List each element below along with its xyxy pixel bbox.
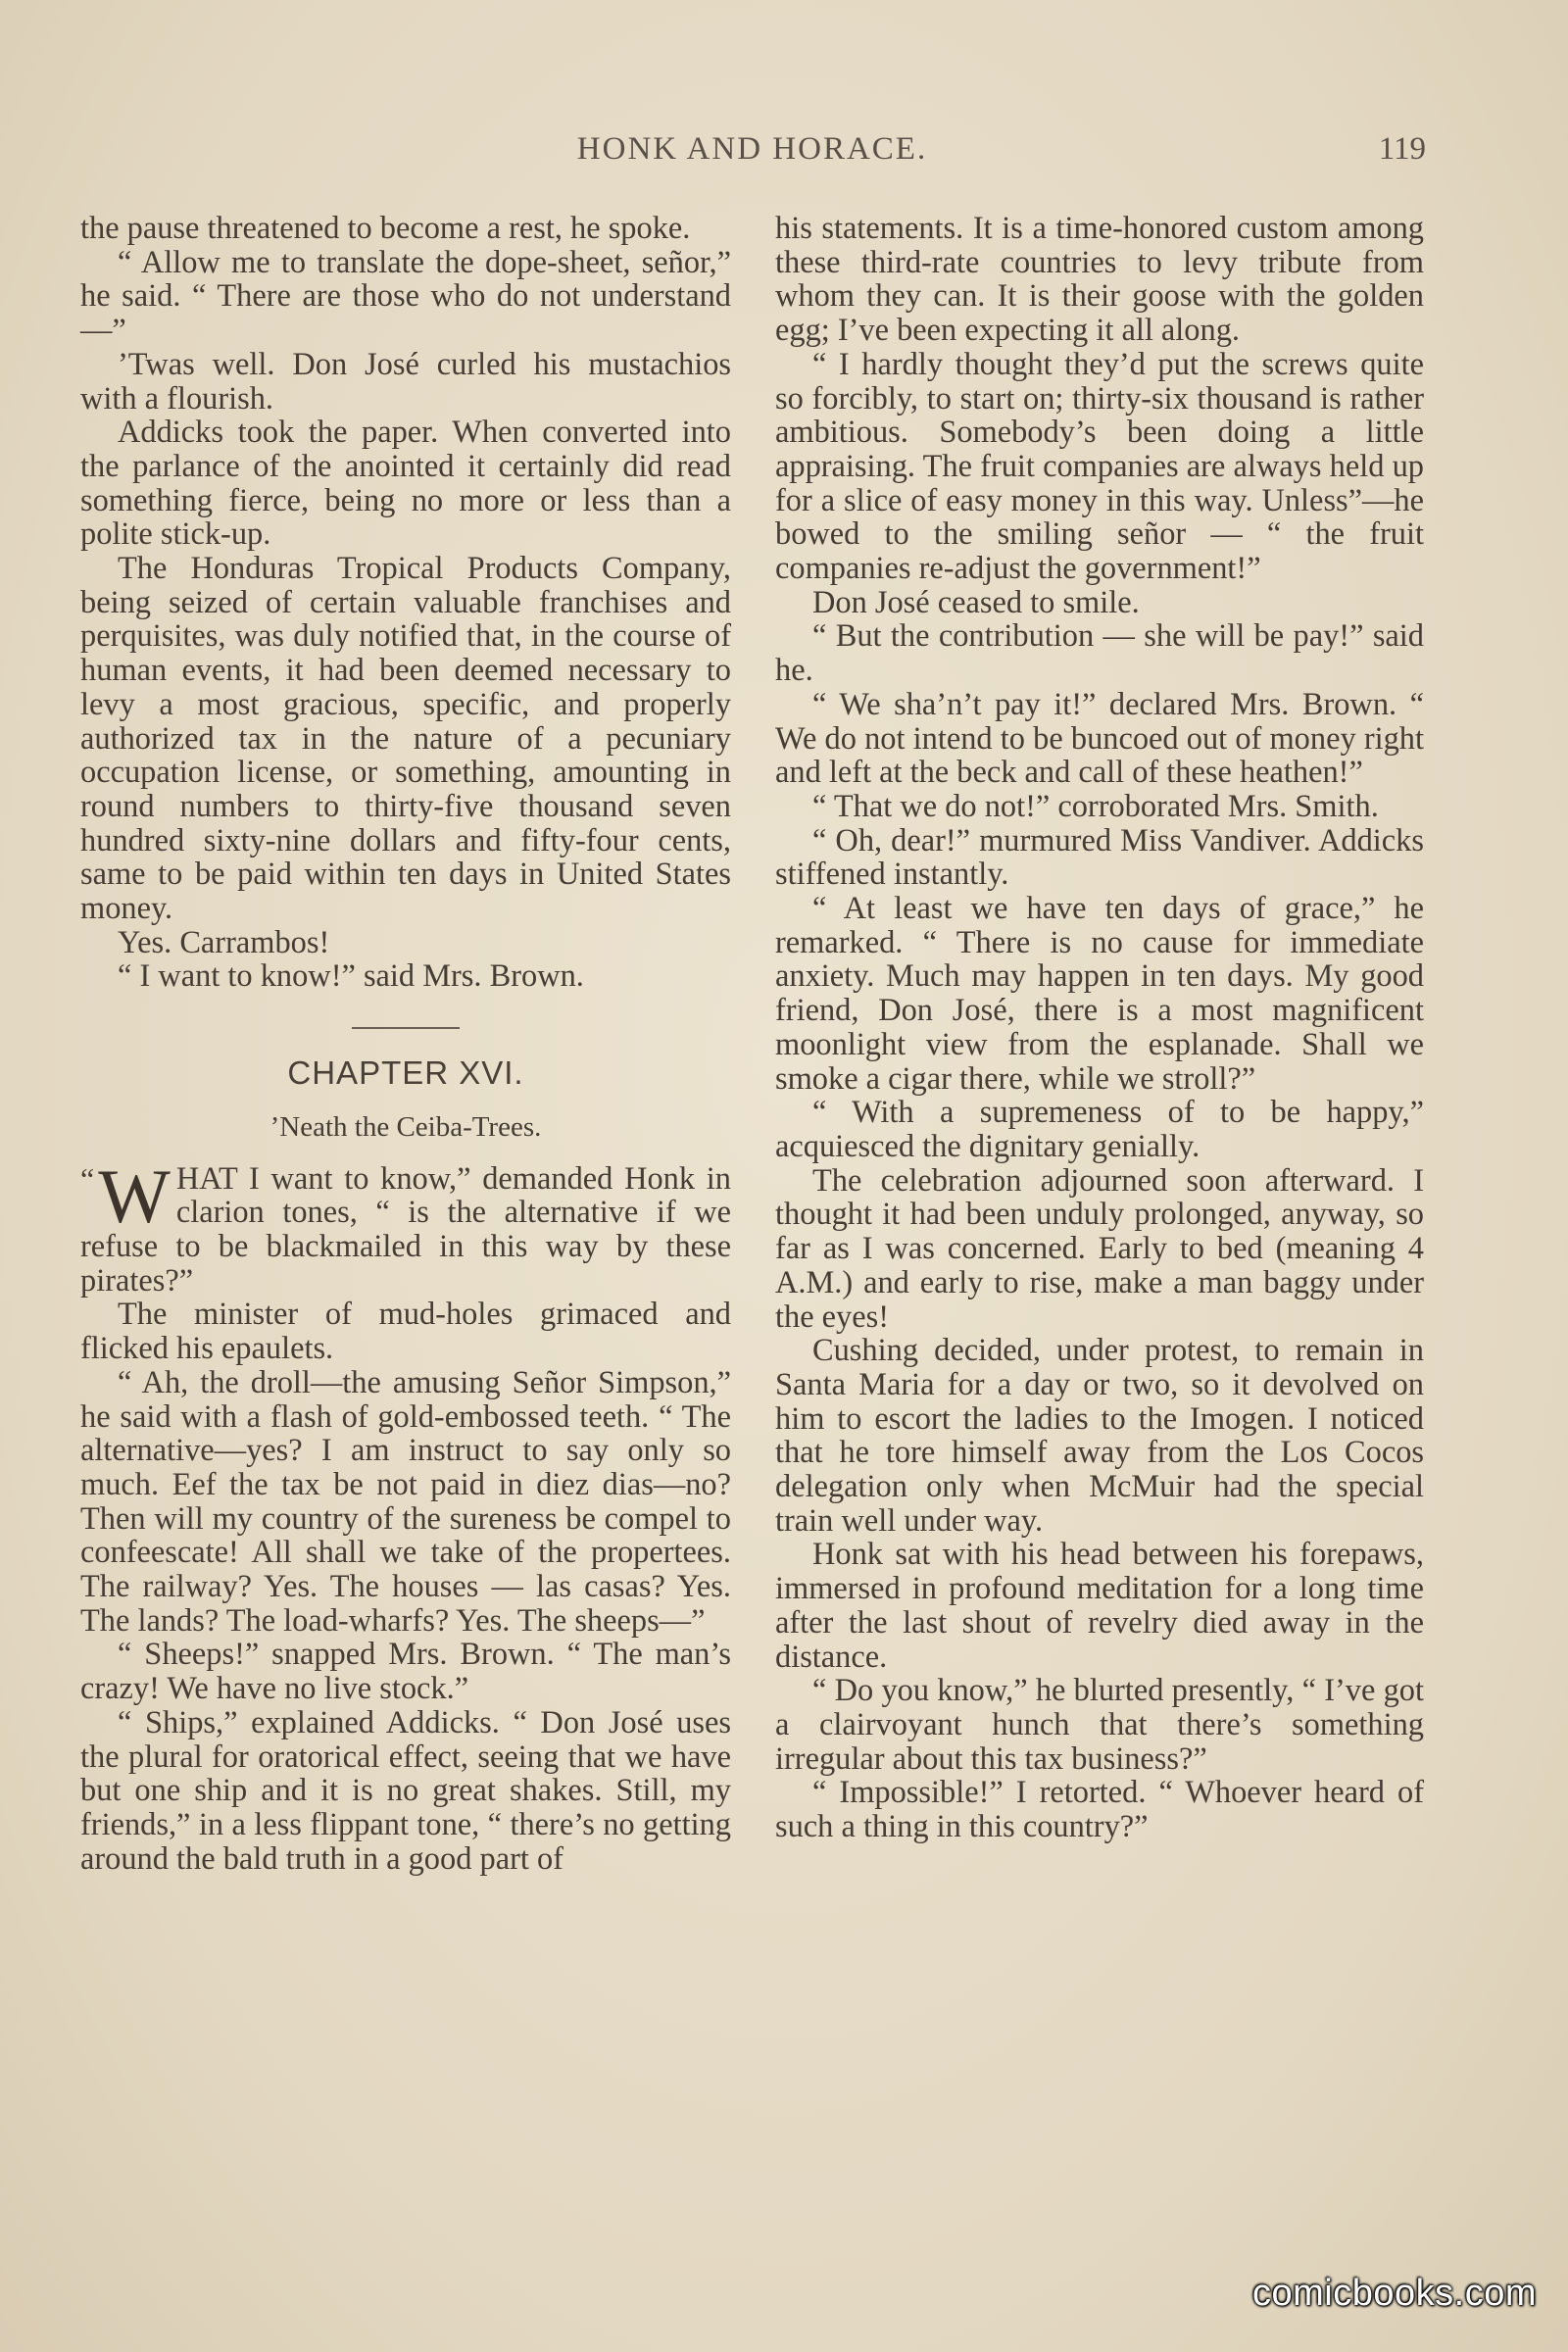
chapter-opening-paragraph bbox=[80, 1152, 731, 1298]
right-column bbox=[775, 212, 1424, 1844]
paragraph: “ Ships,” explained Addicks. “ Don José uses the plural for oratorical effect, seeing that we have but one ship and it is no great shakes. Still, my friends,” in a less flippant tone, “ there’s no getting around the bald truth in a good part of bbox=[80, 1704, 731, 1877]
paragraph: The celebration adjourned soon afterward. I thought it had been unduly prolonged, anyway, so far as I was concerned. Early to bed (meaning 4 A.M.) and early to rise, make a man baggy under the eyes! bbox=[775, 1162, 1424, 1335]
chapter-subtitle: ’Neath the Ceiba-Trees. bbox=[270, 1110, 542, 1143]
site-watermark: comicbooks.com bbox=[1252, 2273, 1537, 2314]
paragraph: The minister of mud-holes grimaced and flicked his epaulets. bbox=[80, 1297, 731, 1367]
page-number: 119 bbox=[1378, 131, 1426, 167]
paragraph: Don José ceased to smile. bbox=[812, 584, 1140, 620]
paragraph: “ Oh, dear!” murmured Miss Vandiver. Addicks stiffened instantly. bbox=[775, 822, 1424, 893]
chapter-heading: CHAPTER XVI. bbox=[287, 1054, 524, 1092]
running-title: HONK AND HORACE. bbox=[576, 131, 928, 167]
paragraph: “ We sha’n’t pay it!” declared Mrs. Brown. “ We do not intend to be buncoed out of money right and left at the beck and call of these heathen!” bbox=[775, 686, 1424, 791]
paragraph: “ I want to know!” said Mrs. Brown. bbox=[118, 958, 584, 995]
paragraph: “ Do you know,” he blurted presently, “ I’ve got a clairvoyant hunch that there’s something irregular about this tax business?” bbox=[775, 1673, 1424, 1777]
paragraph: Addicks took the paper. When converted into the parlance of the anointed it certainly did read something fierce, being no more or less than a polite stick-up. bbox=[80, 415, 731, 553]
paragraph: “ But the contribution — she will be pay!” said he. bbox=[775, 618, 1424, 689]
paragraph: The Honduras Tropical Products Company, being seized of certain valuable franchises and perquisites, was duly notified that, in the course of human events, it had been deemed necessary to levy a most gracious, specific, and properly authorized tax in the nature of a pecuniary occupation license, or something, amounting in round numbers to thirty-five thousand seven hundred sixty-nine dollars and fifty-four cents, same to be paid within ten days in United States money. bbox=[80, 551, 731, 927]
running-head bbox=[78, 131, 1426, 174]
paragraph: his statements. It is a time-honored custom among these third-rate countries to levy tribute from whom they can. It is their goose with the golden egg; I’ve been expecting it all along. bbox=[775, 211, 1424, 349]
paragraph: “ Ah, the droll—the amusing Señor Simpson,” he said with a flash of gold-embossed teeth. “ The alternative—yes? I am instruct to say only so much. Eef the tax be not paid in diez dias—no? Then will my country of the sureness be compel to confeescate! All shall we take of the propertees. The railway? Yes. The houses — las casas? Yes. The lands? The load-wharfs? Yes. The sheeps—” bbox=[80, 1364, 731, 1639]
paragraph: “ Impossible!” I retorted. “ Whoever heard of such a thing in this country?” bbox=[775, 1775, 1424, 1845]
paragraph: Honk sat with his head between his forepaws, immersed in profound meditation for a long time after the last shout of revelry died away in the distance. bbox=[775, 1537, 1424, 1675]
opening-paragraph-text: HAT I want to know,” demanded Honk in clarion tones, “ is the alternative if we refuse to be blackmailed in this way by these pirates?” bbox=[80, 1160, 731, 1298]
paragraph: “ At least we have ten days of grace,” he remarked. “ There is no cause for immediate anxiety. Much may happen in ten days. My good friend, Don José, there is a most magnificent moonlight view from the esplanade. Shall we smoke a cigar there, while we stroll?” bbox=[775, 891, 1424, 1097]
paragraph: “ Sheeps!” snapped Mrs. Brown. “ The man’s crazy! We have no live stock.” bbox=[80, 1637, 731, 1707]
opening-quote-mark: “ bbox=[80, 1160, 95, 1197]
paragraph: the pause threatened to become a rest, he spoke. bbox=[80, 211, 691, 246]
paragraph: “ Allow me to translate the dope-sheet, señor,” he said. “ There are those who do not understand—” bbox=[80, 244, 731, 349]
paragraph: ’Twas well. Don José curled his mustachios with a flourish. bbox=[80, 346, 731, 416]
section-divider bbox=[352, 1027, 460, 1029]
paragraph: “ I hardly thought they’d put the screws quite so forcibly, to start on; thirty-six thousand is rather ambitious. Somebody’s been doing a little appraising. The fruit companies are always held up for a slice of easy money in this way. Unless”—he bowed to the smiling señor — “ the fruit companies re-adjust the government!” bbox=[775, 346, 1424, 587]
paragraph: Cushing decided, under protest, to remain in Santa Maria for a day or two, so it devolved on him to escort the ladies to the Imogen. I noticed that he tore himself away from the Los Cocos delegation only when McMuir had the special train well under way. bbox=[775, 1333, 1424, 1539]
paragraph: Yes. Carrambos! bbox=[118, 924, 330, 960]
paragraph: “ With a supremeness of to be happy,” acquiesced the dignitary genially. bbox=[775, 1095, 1424, 1164]
drop-cap: W bbox=[98, 1152, 171, 1239]
left-column bbox=[80, 212, 731, 1876]
paragraph: “ That we do not!” corroborated Mrs. Smith. bbox=[812, 788, 1379, 824]
